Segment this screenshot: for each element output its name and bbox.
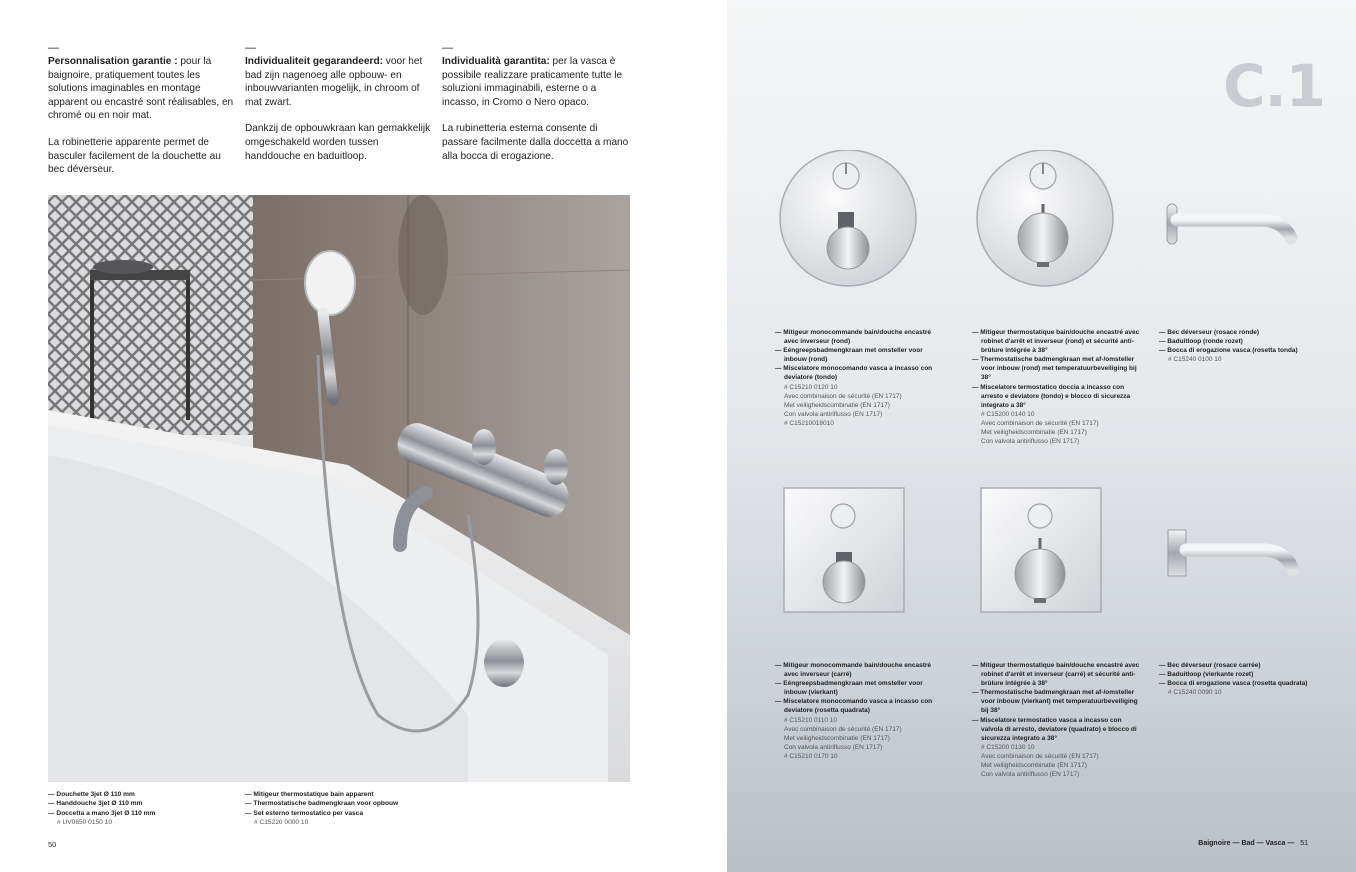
spec-name: — Eéngreepsbadmengkraan met omsteller voor inbouw (rond) (775, 347, 923, 364)
spec-note: Met veiligheidscombinatie (EN 1717) (784, 401, 890, 409)
page-number-left: 50 (48, 840, 57, 849)
intro-paragraph-2: La robinetterie apparente permet de basculer facilement de la douchette au bec déverseur. (48, 136, 221, 176)
caption-line: — Doccetta a mano 3jet Ø 110 mm (48, 809, 156, 817)
spec-note: # C15200 0140 10 (981, 410, 1035, 418)
spec-round-spout (1159, 328, 1327, 364)
caption-line: — Thermostatische badmengkraan voor opbouw (245, 800, 399, 808)
spec-name: — Bocca di erogazione vasca (rosetta quadrata) (1159, 680, 1308, 688)
round-spout-image (1165, 200, 1300, 248)
caption-line: — Douchette 3jet Ø 110 mm (48, 791, 135, 798)
spec-note: # C15210 0170 10 (784, 752, 838, 760)
spec-note: Con valvola antiriflusso (EN 1717) (981, 438, 1080, 446)
spec-note: Avec combinaison de sécurité (EN 1717) (784, 725, 902, 733)
spec-square-spout (1159, 661, 1327, 697)
spec-round-thermostatic (972, 328, 1140, 446)
footer-right (1198, 840, 1308, 847)
caption-line: — Set esterno termostatico per vasca (245, 809, 364, 817)
spec-name: — Mitigeur monocommande bain/douche encastré avec inverseur (rond) (775, 329, 932, 346)
intro-text: pour la baignoire, pratiquement toutes les solutions imaginables en montage apparent ou encastré sont réalisables, en chromé ou en noir mat. (48, 56, 234, 122)
spec-note: Avec combinaison de sécurité (EN 1717) (981, 752, 1099, 760)
spec-round-single-lever (775, 328, 943, 428)
square-spout-image (1166, 528, 1300, 578)
intro-paragraph (48, 55, 236, 123)
spec-note: Avec combinaison de sécurité (EN 1717) (981, 419, 1099, 427)
spec-name: — Miscelatore termostatico doccia a incasso con arresto e deviatore (tondo) e blocco di sicurezza integrato a 38° (972, 383, 1131, 409)
spec-name: — Miscelatore monocomando vasca a incasso con deviatore (tondo) (775, 365, 933, 382)
spec-note: Con valvola antiriflusso (EN 1717) (784, 410, 883, 418)
intro-dash: — (442, 42, 453, 54)
spec-note: Con valvola antiriflusso (EN 1717) (784, 743, 883, 751)
spec-note: Met veiligheidscombinatie (EN 1717) (981, 429, 1087, 437)
spec-note: Met veiligheidscombinatie (EN 1717) (981, 762, 1087, 770)
spec-name: — Mitigeur monocommande bain/douche encastré avec inverseur (carré) (775, 662, 932, 679)
spec-square-single-lever (775, 661, 943, 761)
spec-name: — Bec déverseur (rosace carrée) (1159, 662, 1261, 669)
caption-ref: # C15220 0000 10 (254, 818, 309, 826)
intro-heading: Individualità garantita: (442, 56, 550, 67)
caption-line: — Mitigeur thermostatique bain apparent (245, 791, 374, 798)
footer-section-label: Baignoire — Bad — Vasca — (1198, 840, 1295, 847)
spec-name: — Bec déverseur (rosace ronde) (1159, 329, 1260, 336)
spec-name: — Mitigeur thermostatique bain/douche encastré avec robinet d'arrêt et inverseur (rond) et sécurité anti-brûlure intégrée à 38° (972, 329, 1140, 355)
spec-note: Avec combinaison de sécurité (EN 1717) (784, 392, 902, 400)
spec-note: # C15210018010 (784, 419, 834, 427)
intro-paragraph (442, 55, 630, 109)
spec-name: — Thermostatische badmengkraan met af-/omsteller voor inbouw (vierkant) met temperatuurbeveiliging bij 38° (972, 689, 1138, 715)
spec-note: # C15210 0110 10 (784, 716, 838, 724)
spec-note: Con valvola antiriflusso (EN 1717) (981, 771, 1080, 779)
spec-name: — Baduitloop (ronde rozet) (1159, 338, 1243, 346)
page-number-right: 51 (1300, 840, 1308, 847)
spec-name: — Mitigeur thermostatique bain/douche encastré avec robinet d'arrêt et inverseur (carré) et sécurité anti-brûlure intégrée à 38° (972, 662, 1140, 688)
intro-column-nl (245, 42, 433, 163)
intro-column-fr (48, 42, 236, 177)
round-thermostatic-mixer-image (973, 150, 1121, 290)
caption-ref: # UV0650 0150 10 (57, 818, 112, 826)
intro-heading: Individualiteit gegarandeerd: (245, 56, 383, 67)
spec-note: # C15200 0130 10 (981, 743, 1035, 751)
intro-text: per la vasca è possibile realizzare praticamente tutte le soluzioni immaginabili, esterne o a incasso, in Cromo o Nero opaco. (442, 56, 623, 108)
intro-paragraph-2: La rubinetteria esterna consente di passare facilmente dalla doccetta a mano alla bocca di erogazione. (442, 123, 629, 162)
spec-note: # C15240 0090 10 (1168, 689, 1222, 697)
spec-name: — Bocca di erogazione vasca (rosetta tonda) (1159, 347, 1298, 355)
intro-heading: Personnalisation garantie : (48, 56, 178, 67)
caption-mixer (245, 790, 398, 827)
caption-line: — Handdouche 3jet Ø 110 mm (48, 800, 143, 808)
intro-text: voor het bad zijn nagenoeg alle opbouw- en inbouwvarianten mogelijk, in chroom of mat zwart. (245, 56, 423, 108)
spec-name: — Thermostatische badmengkraan met af-/omsteller voor inbouw (rond) met temperatuurbeveiliging bij 38° (972, 356, 1137, 382)
spec-note: # C15240 0100 10 (1168, 356, 1222, 364)
round-single-lever-mixer-image (776, 150, 924, 320)
chapter-marker: C.1 (1223, 52, 1325, 120)
square-single-lever-mixer-image (782, 486, 908, 654)
spec-name: — Eéngreepsbadmengkraan met omsteller voor inbouw (vierkant) (775, 680, 923, 697)
intro-dash: — (245, 42, 256, 54)
intro-dash: — (48, 42, 59, 54)
bathroom-photo (48, 195, 630, 782)
intro-column-it (442, 42, 630, 163)
intro-paragraph (245, 55, 433, 109)
square-thermostatic-mixer-image (979, 486, 1105, 616)
spec-name: — Miscelatore monocomando vasca a incasso con deviatore (rosetta quadrata) (775, 698, 933, 715)
spec-name: — Baduitloop (vierkante rozet) (1159, 671, 1254, 679)
spec-square-thermostatic (972, 661, 1140, 779)
spec-note: # C15210 0120 10 (784, 383, 838, 391)
spec-note: Met veiligheidscombinatie (EN 1717) (784, 734, 890, 742)
intro-paragraph-2: Dankzij de opbouwkraan kan gemakkelijk omgeschakeld worden tussen handdouche en baduitloop. (245, 123, 431, 162)
spec-name: — Miscelatore termostatico vasca a incasso con valvola di arresto, deviatore (quadrato) e blocco di sicurezza integrato a 38° (972, 716, 1137, 742)
caption-hand-shower (48, 790, 155, 827)
bathroom-illustration (48, 195, 630, 782)
